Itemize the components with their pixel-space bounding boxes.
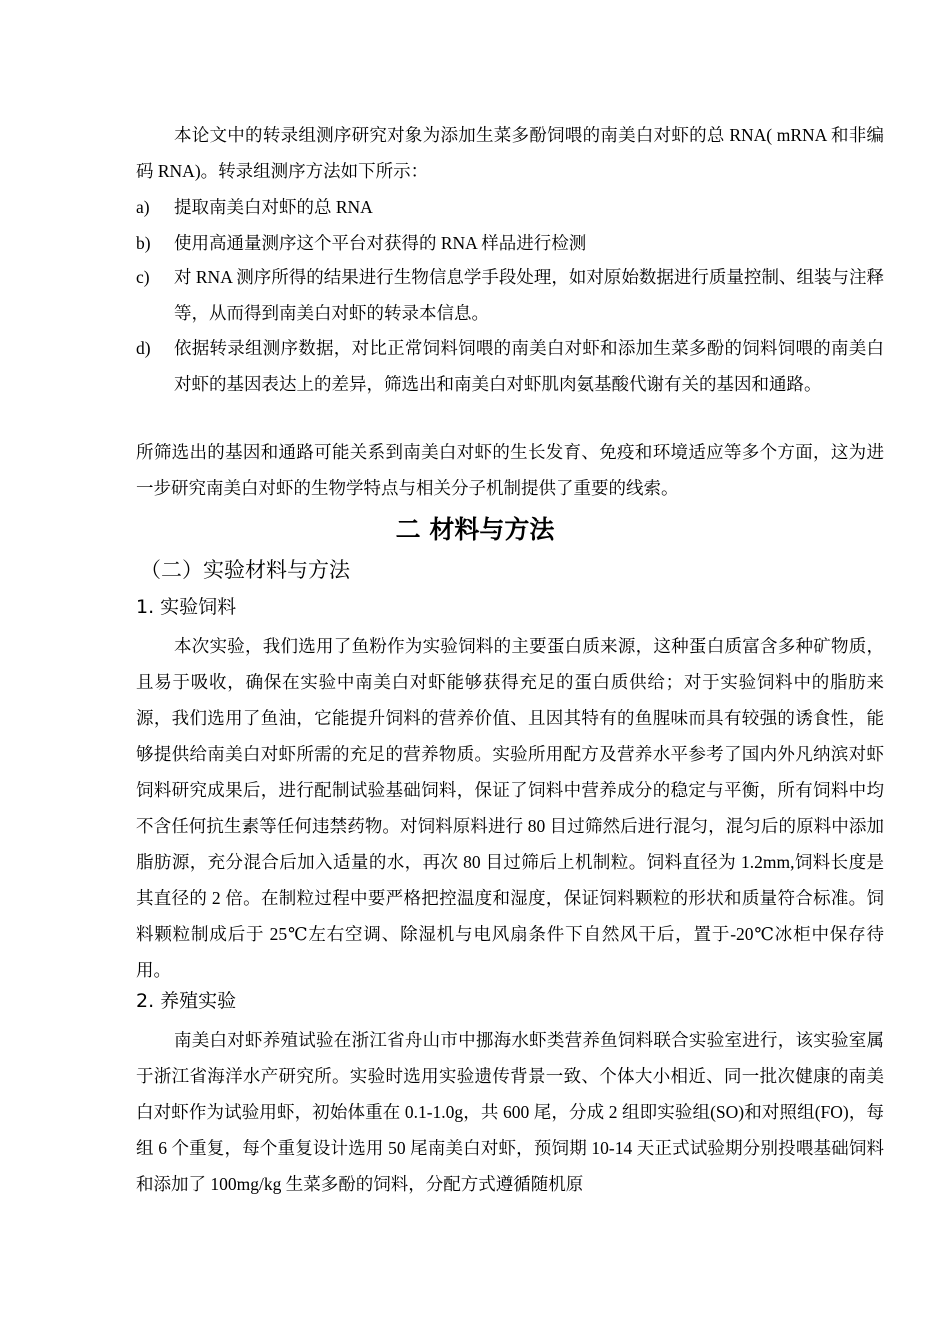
list-item-label: c) bbox=[136, 267, 150, 287]
list-item-label: d) bbox=[136, 338, 151, 358]
list-item-text: 提取南美白对虾的总 RNA bbox=[174, 197, 373, 217]
list-item-text: 对 RNA 测序所得的结果进行生物信息学手段处理，如对原始数据进行质量控制、组装与注释等，从而得到南美白对虾的转录本信息。 bbox=[174, 267, 884, 323]
list-item bbox=[136, 259, 884, 331]
intro-conclusion: 所筛选出的基因和通路可能关系到南美白对虾的生长发育、免疫和环境适应等多个方面，这为进一步研究南美白对虾的生物学特点与相关分子机制提供了重要的线索。 bbox=[136, 442, 884, 498]
chapter-title: 二 材料与方法 bbox=[395, 515, 555, 544]
list-item bbox=[136, 189, 884, 225]
intro-paragraph: 本论文中的转录组测序研究对象为添加生菜多酚饲喂的南美白对虾的总 RNA( mRNA 和非编码 RNA)。转录组测序方法如下所示： bbox=[136, 125, 884, 181]
subsection-body: 南美白对虾养殖试验在浙江省舟山市中挪海水虾类营养鱼饲料联合实验室进行，该实验室属于浙江省海洋水产研究所。实验时选用实验遗传背景一致、个体大小相近、同一批次健康的南美白对虾作为试验用虾，初始体重在 0.1-1.0g，共 600 尾，分成 2 组即实验组(SO)和对照组(FO)，每组 6 个重复，每个重复设计选用 50 尾南美白对虾，预饲期 10-14 天正式试验期分别投喂基础饲料和添加了 100mg/kg 生菜多酚的饲料，分配方式遵循随机原 bbox=[136, 1030, 884, 1194]
subsection-title: 2. 养殖实验 bbox=[136, 990, 237, 1012]
list-item-label: b) bbox=[136, 233, 151, 253]
list-item bbox=[136, 330, 884, 402]
list-item bbox=[136, 225, 884, 261]
subsection-title: 1. 实验饲料 bbox=[136, 596, 237, 618]
list-item-text: 使用高通量测序这个平台对获得的 RNA 样品进行检测 bbox=[174, 233, 587, 253]
list-item-text: 依据转录组测序数据，对比正常饲料饲喂的南美白对虾和添加生菜多酚的饲料饲喂的南美白对虾的基因表达上的差异，筛选出和南美白对虾肌肉氨基酸代谢有关的基因和通路。 bbox=[174, 338, 884, 394]
list-item-label: a) bbox=[136, 197, 150, 217]
subsection-body: 本次实验，我们选用了鱼粉作为实验饲料的主要蛋白质来源，这种蛋白质富含多种矿物质，且易于吸收，确保在实验中南美白对虾能够获得充足的蛋白质供给；对于实验饲料中的脂肪来源，我们选用了鱼油，它能提升饲料的营养价值、且因其特有的鱼腥味而具有较强的诱食性，能够提供给南美白对虾所需的充足的营养物质。实验所用配方及营养水平参考了国内外凡纳滨对虾饲料研究成果后，进行配制试验基础饲料，保证了饲料中营养成分的稳定与平衡，所有饲料中均不含任何抗生素等任何违禁药物。对饲料原料进行 80 目过筛然后进行混匀，混匀后的原料中添加脂肪源，充分混合后加入适量的水，再次 80 目过筛后上机制粒。饲料直径为 1.2mm,饲料长度是其直径的 2 倍。在制粒过程中要严格把控温度和湿度，保证饲料颗粒的形状和质量符合标准。饲料颗粒制成后于 25℃左右空调、除湿机与电风扇条件下自然风干后，置于-20℃冰柜中保存待用。 bbox=[136, 636, 884, 980]
section-title: （二）实验材料与方法 bbox=[140, 558, 350, 582]
